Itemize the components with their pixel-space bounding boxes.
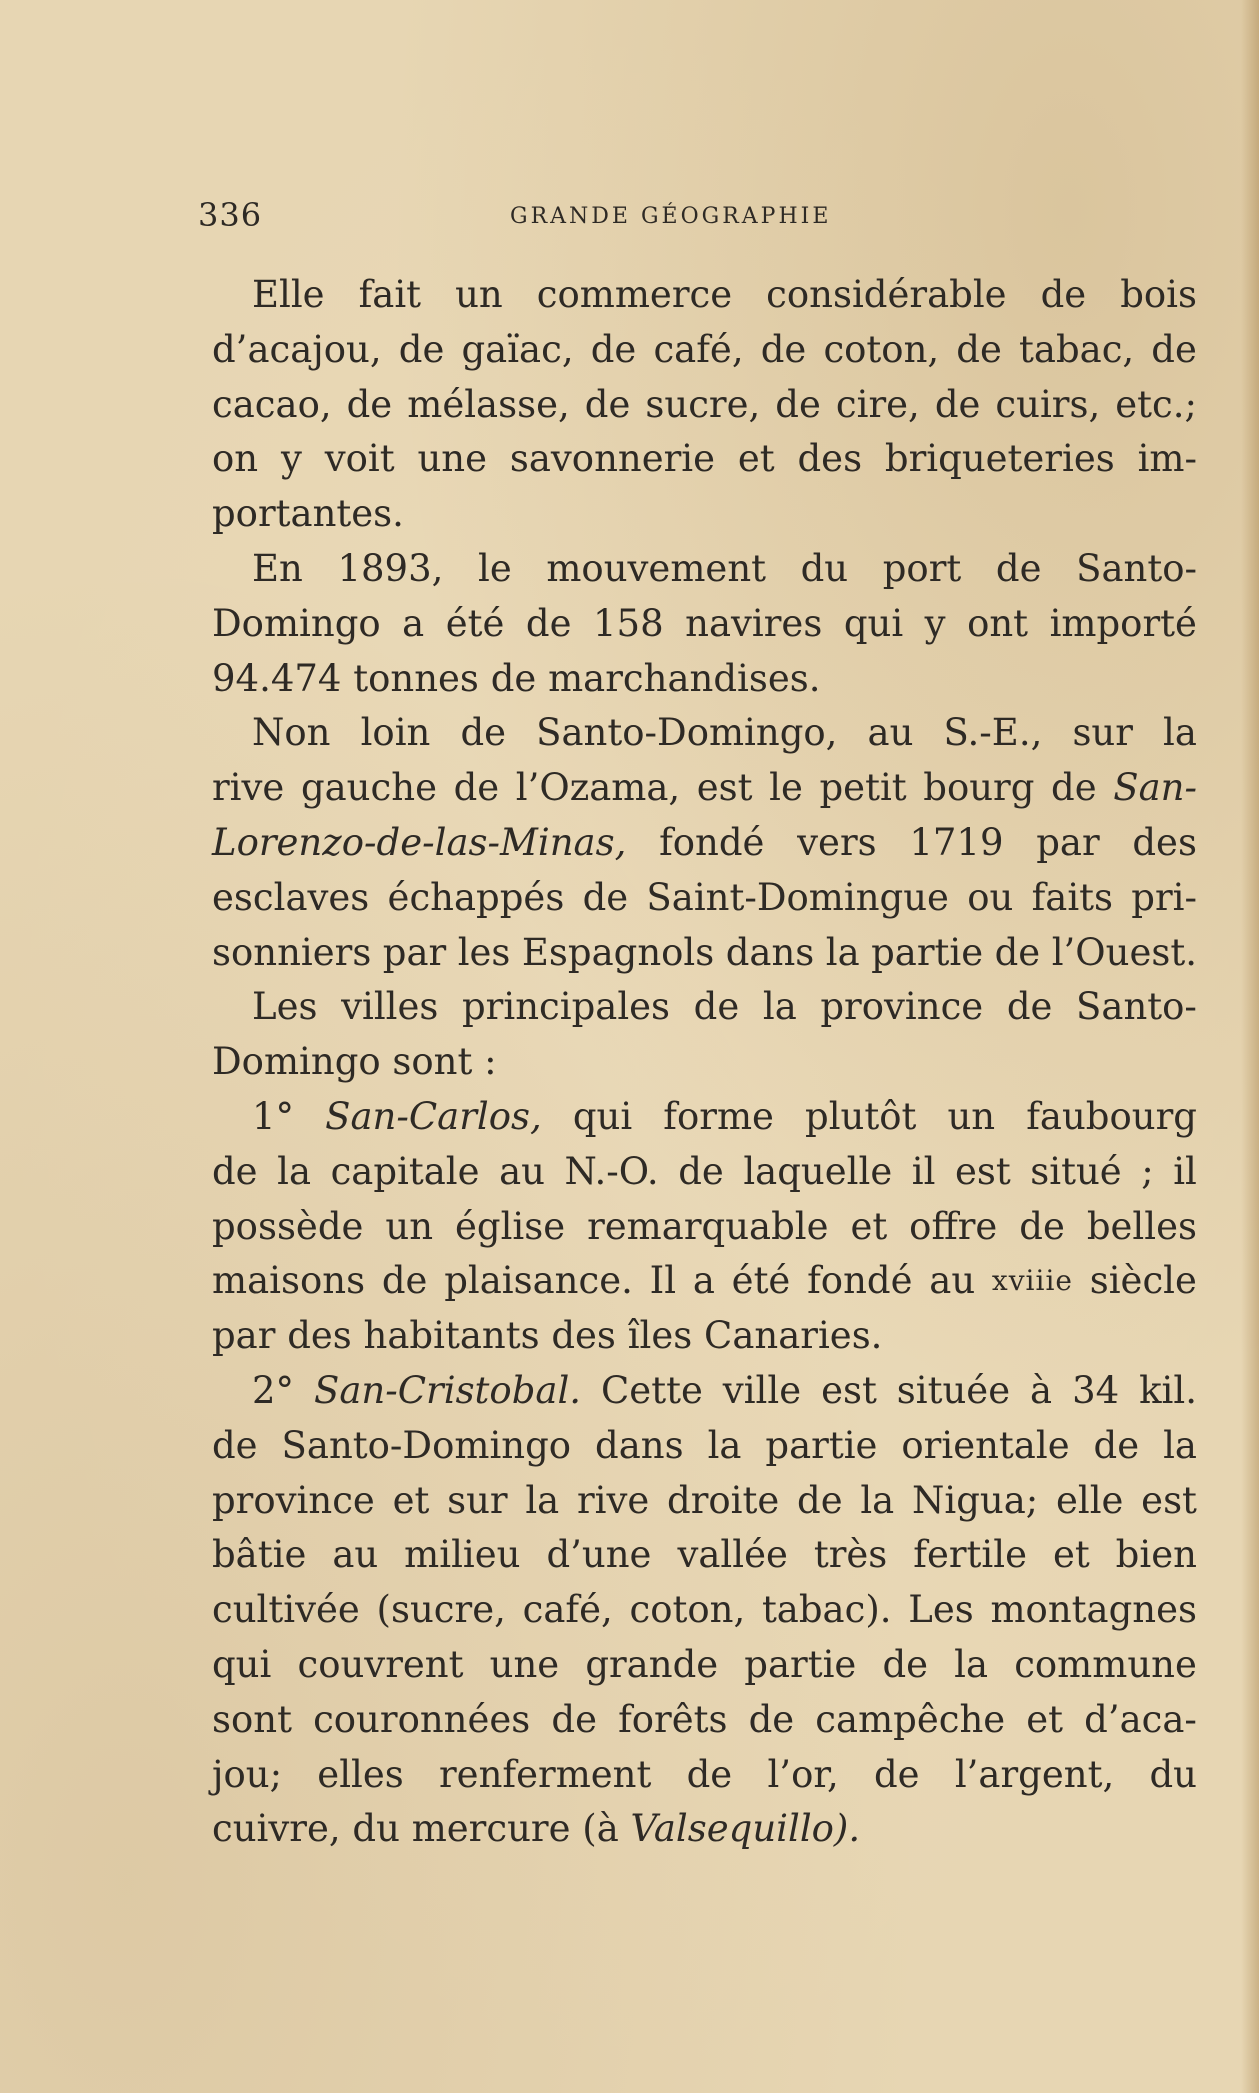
- text-line: Lorenzo-de-las-Minas, fondé vers 1719 par des: [212, 820, 1197, 864]
- page-header: [198, 196, 1188, 246]
- text-line: sonniers par les Espagnols dans la partie de l’Ouest.: [212, 930, 1197, 974]
- text-line: par des habitants des îles Canaries.: [212, 1314, 883, 1358]
- text-line: de Santo-Domingo dans la partie orientale de la: [212, 1423, 1197, 1467]
- text-line: on y voit une savonnerie et des briqueteries im-: [212, 437, 1197, 481]
- text-line: Domingo sont :: [212, 1040, 497, 1084]
- text-line: province et sur la rive droite de la Nigua; elle est: [212, 1478, 1197, 1522]
- text-line: 94.474 tonnes de marchandises.: [212, 656, 821, 700]
- text-line: cultivée (sucre, café, coton, tabac). Les montagnes: [212, 1588, 1197, 1632]
- text-line: En 1893, le mouvement du port de Santo-: [252, 546, 1197, 590]
- text-line: d’acajou, de gaïac, de café, de coton, de tabac, de: [212, 327, 1197, 371]
- text-line: cuivre, du mercure (à Valsequillo).: [212, 1807, 861, 1851]
- text-line: Domingo a été de 158 navires qui y ont importé: [212, 601, 1197, 645]
- text-line: rive gauche de l’Ozama, est le petit bourg de San-: [212, 766, 1197, 810]
- text-line: Les villes principales de la province de Santo-: [252, 985, 1197, 1029]
- page-number: 336: [198, 196, 263, 234]
- text-line: esclaves échappés de Saint-Domingue ou faits pri-: [212, 875, 1197, 919]
- text-line: de la capitale au N.-O. de laquelle il est situé ; il: [212, 1149, 1197, 1193]
- body-text: [212, 268, 1197, 1857]
- text-line: 2° San-Cristobal. Cette ville est située à 34 kil.: [252, 1368, 1197, 1412]
- text-line: Non loin de Santo-Domingo, au S.-E., sur la: [252, 711, 1197, 755]
- text-line: possède un église remarquable et offre de belles: [212, 1204, 1197, 1248]
- text-line: jou; elles renferment de l’or, de l’argent, du: [212, 1752, 1197, 1796]
- text-line: portantes.: [212, 492, 404, 536]
- page-edge-shadow: [1241, 0, 1259, 2093]
- text-line: qui couvrent une grande partie de la commune: [212, 1642, 1197, 1686]
- text-line: 1° San-Carlos, qui forme plutôt un faubourg: [252, 1094, 1197, 1138]
- text-line: sont couronnées de forêts de campêche et d’aca-: [212, 1697, 1197, 1741]
- text-line: Elle fait un commerce considérable de bois: [252, 273, 1197, 316]
- running-title: GRANDE GÉOGRAPHIE: [510, 204, 832, 229]
- text-line: bâtie au milieu d’une vallée très fertile et bien: [212, 1533, 1197, 1577]
- text-line: cacao, de mélasse, de sucre, de cire, de cuirs, etc.;: [212, 382, 1197, 426]
- text-line: maisons de plaisance. Il a été fondé au xviiie siècle: [212, 1259, 1197, 1303]
